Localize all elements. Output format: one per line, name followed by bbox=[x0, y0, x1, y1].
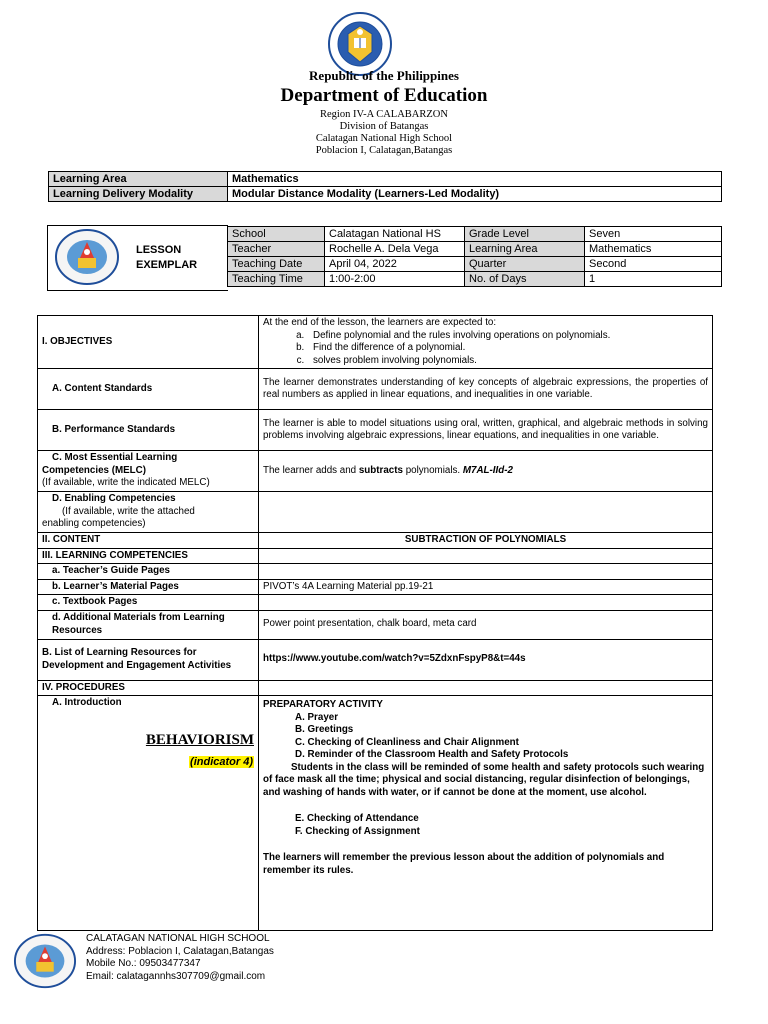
info-value: 1 bbox=[585, 272, 722, 287]
procedures-row bbox=[38, 680, 713, 696]
table-row bbox=[49, 187, 722, 202]
introduction-label: A. Introduction bbox=[52, 697, 122, 708]
preparatory-cell bbox=[259, 696, 713, 931]
info-value: April 04, 2022 bbox=[325, 257, 465, 272]
content-value: SUBTRACTION OF POLYNOMIALS bbox=[259, 533, 713, 549]
tb-label: c. Textbook Pages bbox=[52, 596, 138, 607]
modality-value: Modular Distance Modality (Learners-Led Modality) bbox=[228, 187, 722, 202]
performance-standards-value: The learner is able to model situations using oral, written, graphical, and algebraic methods in solving problems involving algebraic expressions, linear equations, and inequalities in one variable. bbox=[259, 410, 713, 451]
info-value: Seven bbox=[585, 227, 722, 242]
melc-label: C. Most Essential Learning Competencies (MELC) (If available, write the indicated MELC) bbox=[38, 451, 259, 492]
objectives-cell bbox=[259, 316, 713, 369]
additional-row bbox=[38, 610, 713, 639]
area-value: Mathematics bbox=[228, 172, 722, 187]
list-item: A. Prayer bbox=[295, 711, 339, 723]
preparatory-paragraph: Students in the class will be reminded of some health and safety protocols such wearing of face mask all the time; physical and social distancing, regular disinfection of belongings, and washing of hands with water, or if cannot be done at the moment, use alcohol. bbox=[263, 761, 705, 798]
objectives-intro: At the end of the lesson, the learners are expected to: bbox=[263, 317, 497, 328]
learning-area-table bbox=[48, 171, 722, 202]
lesson-plan-table bbox=[37, 315, 713, 931]
info-key: Learning Area bbox=[465, 242, 585, 257]
address-line: Poblacion I, Calatagan,Batangas bbox=[315, 145, 453, 156]
resources-label: B. List of Learning Resources for Development and Engagement Activities bbox=[38, 639, 259, 680]
list-item: b. Find the difference of a polynomial. bbox=[307, 342, 708, 355]
objectives-label: I. OBJECTIVES bbox=[38, 316, 259, 369]
closing-text: The learners will remember the previous lesson about the addition of polynomials and remember its rules. bbox=[263, 852, 665, 876]
table-row bbox=[228, 242, 722, 257]
resources-link[interactable]: https://www.youtube.com/watch?v=5ZdxnFspyP8&t=44s bbox=[259, 639, 713, 680]
enabling-row bbox=[38, 492, 713, 533]
footer bbox=[86, 933, 274, 983]
list-item: C. Checking of Cleanliness and Chair Alignment bbox=[295, 736, 519, 748]
table-row bbox=[49, 172, 722, 187]
info-key: Teaching Date bbox=[228, 257, 325, 272]
content-label: II. CONTENT bbox=[38, 533, 259, 549]
introduction-cell bbox=[38, 696, 259, 931]
region-line: Region IV-A CALABARZON bbox=[320, 109, 448, 120]
list-item: F. Checking of Assignment bbox=[295, 825, 420, 837]
list-item: c. solves problem involving polynomials. bbox=[307, 355, 708, 368]
table-row bbox=[228, 257, 722, 272]
content-standards-value: The learner demonstrates understanding of key concepts of algebraic expressions, the properties of real numbers as applied in linear equations, and inequalities in one variable. bbox=[259, 369, 713, 410]
info-key: Grade Level bbox=[465, 227, 585, 242]
info-key: Quarter bbox=[465, 257, 585, 272]
content-standards-row bbox=[38, 369, 713, 410]
info-key: School bbox=[228, 227, 325, 242]
footer-email[interactable]: Email: calatagannhs307709@gmail.com bbox=[86, 970, 266, 982]
footer-mobile: Mobile No.: 09503477347 bbox=[86, 958, 201, 970]
lm-value: PIVOT’s 4A Learning Material pp.19-21 bbox=[259, 579, 713, 595]
competencies-label: III. LEARNING COMPETENCIES bbox=[38, 548, 259, 564]
objectives-row bbox=[38, 316, 713, 369]
modality-label: Learning Delivery Modality bbox=[49, 187, 228, 202]
info-value: 1:00-2:00 bbox=[325, 272, 465, 287]
objectives-list bbox=[263, 330, 708, 368]
melc-code: M7AL-IId-2 bbox=[462, 464, 513, 476]
list-item: B. Greetings bbox=[295, 724, 354, 735]
info-value: Mathematics bbox=[585, 242, 722, 257]
table-row bbox=[228, 272, 722, 287]
list-item: a. Define polynomial and the rules involving operations on polynomials. bbox=[307, 330, 708, 343]
behaviorism-label: BEHAVIORISM bbox=[145, 731, 254, 748]
table-row bbox=[228, 227, 722, 242]
info-key: Teacher bbox=[228, 242, 325, 257]
list-item: E. Checking of Attendance bbox=[295, 813, 419, 824]
content-standards-label: A. Content Standards bbox=[52, 382, 153, 394]
content-row bbox=[38, 533, 713, 549]
indicator-label: (indicator 4) bbox=[190, 756, 253, 768]
lm-label: b. Learner’s Material Pages bbox=[52, 580, 179, 592]
additional-label: d. Additional Materials from Learning Resources bbox=[52, 612, 225, 636]
procedures-label: IV. PROCEDURES bbox=[38, 680, 259, 696]
lm-row bbox=[38, 579, 713, 595]
school-line: Calatagan National High School bbox=[315, 133, 453, 144]
performance-standards-label: B. Performance Standards bbox=[52, 423, 176, 435]
school-logo-icon bbox=[54, 228, 120, 286]
list-item: D. Reminder of the Classroom Health and Safety Protocols bbox=[295, 749, 569, 760]
footer-school: CALATAGAN NATIONAL HIGH SCHOOL bbox=[86, 933, 270, 944]
performance-standards-row bbox=[38, 410, 713, 451]
deped-seal-icon bbox=[328, 12, 392, 76]
enabling-label: D. Enabling Competencies (If available, write the attached enabling competencies) bbox=[38, 492, 259, 533]
tb-row bbox=[38, 595, 713, 611]
info-value: Rochelle A. Dela Vega bbox=[325, 242, 465, 257]
additional-value: Power point presentation, chalk board, meta card bbox=[259, 610, 713, 639]
tg-row bbox=[38, 564, 713, 580]
lesson-exemplar-label: LESSON EXEMPLAR bbox=[136, 244, 198, 271]
info-value: Calatagan National HS bbox=[325, 227, 465, 242]
lesson-info-table bbox=[227, 226, 722, 287]
school-logo-icon bbox=[13, 932, 77, 990]
introduction-row bbox=[38, 696, 713, 931]
melc-row bbox=[38, 451, 713, 492]
melc-value: The learner adds and subtracts polynomials. M7AL-IId-2 bbox=[259, 451, 713, 492]
info-key: Teaching Time bbox=[228, 272, 325, 287]
division-line: Division of Batangas bbox=[339, 121, 429, 132]
tg-label: a. Teacher’s Guide Pages bbox=[52, 565, 170, 576]
resources-row bbox=[38, 639, 713, 680]
department-heading: Department of Education bbox=[280, 85, 488, 106]
info-value: Second bbox=[585, 257, 722, 272]
competencies-row bbox=[38, 548, 713, 564]
footer-address: Address: Poblacion I, Calatagan,Batangas bbox=[86, 945, 274, 957]
info-key: No. of Days bbox=[465, 272, 585, 287]
area-label: Learning Area bbox=[49, 172, 228, 187]
preparatory-title: PREPARATORY ACTIVITY bbox=[263, 699, 383, 710]
republic-heading: Republic of the Philippines bbox=[309, 68, 459, 83]
